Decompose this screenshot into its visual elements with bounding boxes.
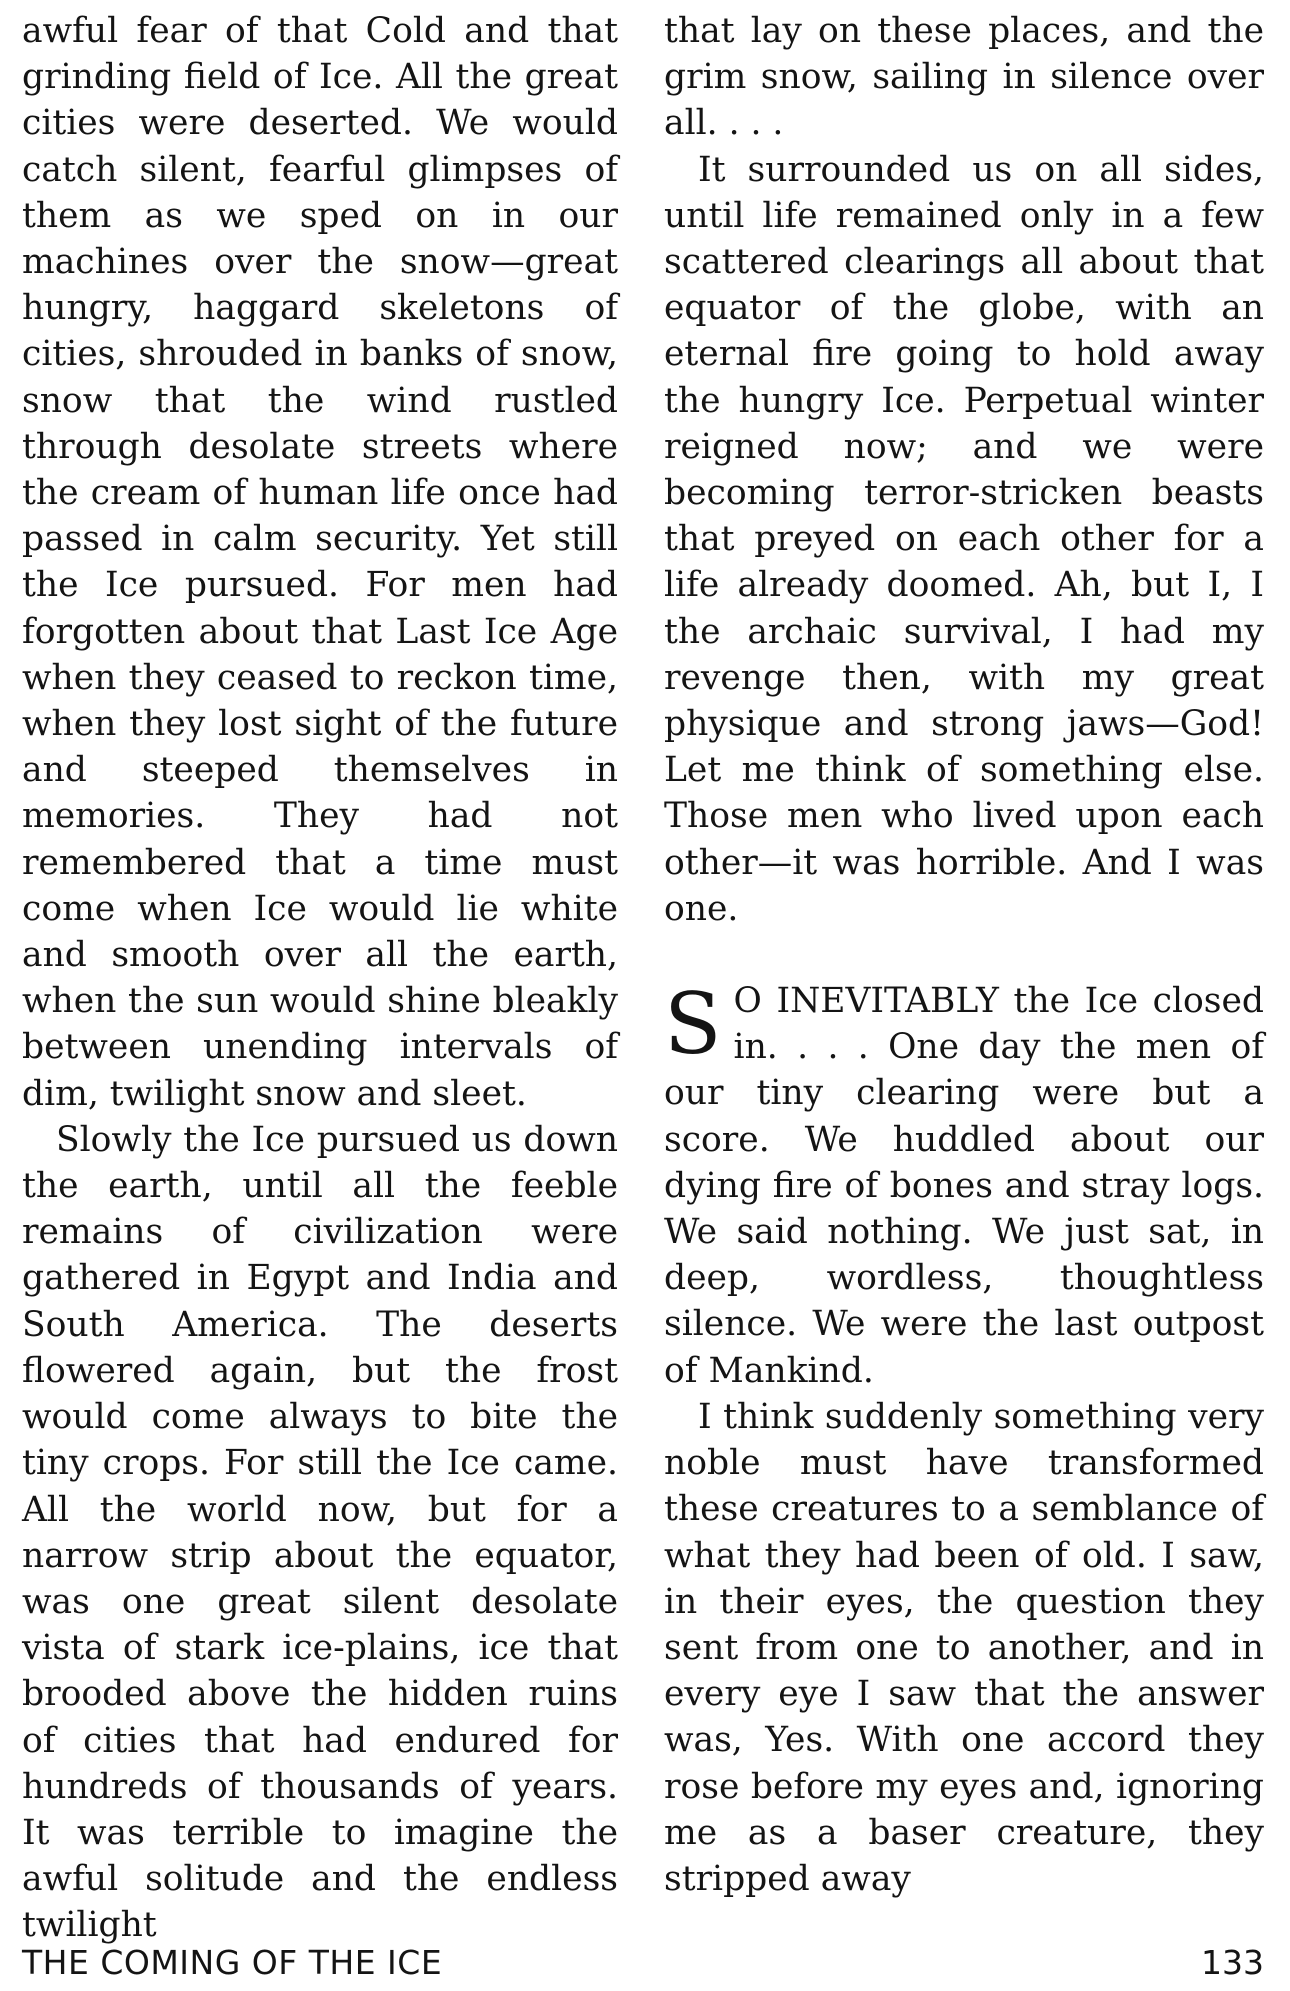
- running-title: THE COMING OF THE ICE: [22, 1943, 443, 1982]
- paragraph: I think suddenly something very noble must have transformed these creatures to a semblance of what they had been of old. I saw, in their eyes, the question they sent from one to another, and in every eye I saw that the answer was, Yes. With one accord they rose before my eyes and, ignoring me as a baser creature, they stripped away: [664, 1396, 1264, 1899]
- right-column: [664, 8, 1264, 1902]
- page-number: 133: [1201, 1943, 1264, 1982]
- paragraph: It surrounded us on all sides, until life remained only in a few scattered clearings all about that equator of the globe, with an eternal fire going to hold away the hungry Ice. Perpetual winter reigned now; and we were becoming terror-stricken beasts that preyed on each other for a life already doomed. Ah, but I, I the archaic survival, I had my revenge then, with my great physique and strong jaws—God! Let me think of something else. Those men who lived upon each other—it was horrible. And I was one.: [664, 149, 1264, 929]
- drop-cap: S: [664, 975, 722, 1074]
- paragraph: Slowly the Ice pursued us down the earth, until all the feeble remains of civilization were gathered in Egypt and India and South America. The deserts flowered again, but the frost would come always to bite the tiny crops. For still the Ice came. All the world now, but for a narrow strip about the equator, was one great silent desolate vista of stark ice-plains, ice that brooded above the hidden ruins of cities that had endured for hundreds of thousands of years. It was terrible to imagine the awful solitude and the endless twilight: [22, 1119, 618, 1946]
- left-column: [22, 8, 618, 1949]
- section-opening-paragraph: [664, 975, 1264, 1394]
- paragraph: awful fear of that Cold and that grinding field of Ice. All the great cities were deserted. We would catch silent, fearful glimpses of them as we sped on in our machines over the snow—great hungry, haggard skeletons of cities, shrouded in banks of snow, snow that the wind rustled through desolate streets where the cream of human life once had passed in calm security. Yet still the Ice pursued. For men had forgotten about that Last Ice Age when they ceased to reckon time, when they lost sight of the future and steeped themselves in memories. They had not remembered that a time must come when Ice would lie white and smooth over all the earth, when the sun would shine bleakly between unending intervals of dim, twilight snow and sleet.: [22, 11, 618, 1114]
- paragraph: that lay on these places, and the grim snow, sailing in silence over all. . . .: [664, 11, 1264, 144]
- page-footer: [22, 1938, 1264, 1988]
- section-opening-text: O INEVITABLY the Ice closed in. . . . One day the men of our tiny clearing were but a score. We huddled about our dying fire of bones and stray logs. We said nothing. We just sat, in deep, wordless, thoughtless silence. We were the last outpost of Mankind.: [664, 981, 1264, 1391]
